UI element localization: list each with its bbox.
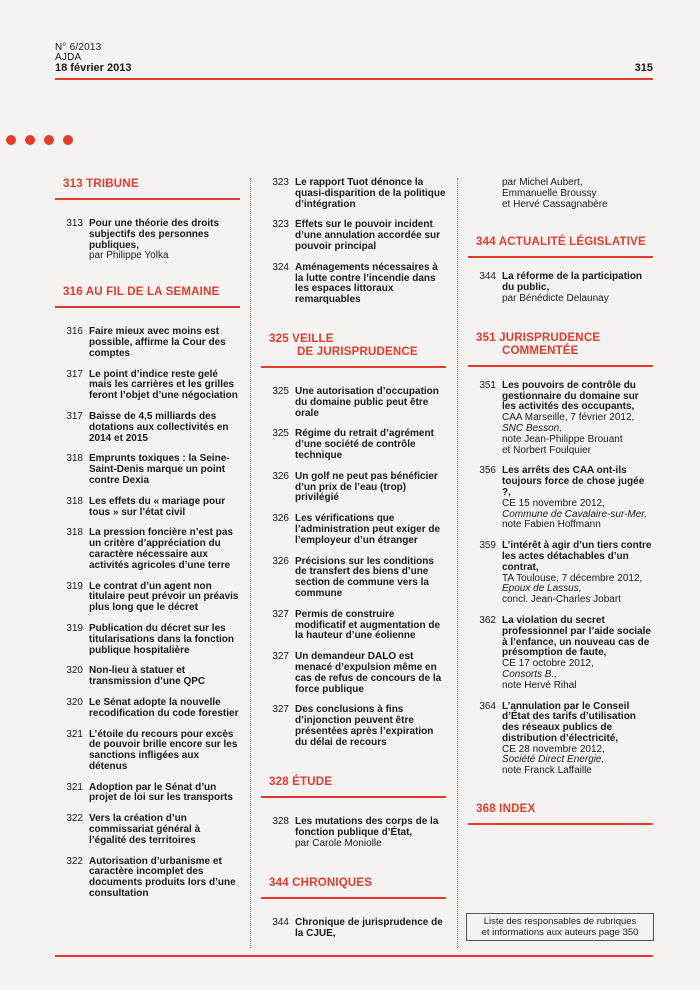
toc-entry[interactable] <box>261 472 446 504</box>
toc-entry[interactable] <box>468 466 653 531</box>
entry-title: Emprunts toxiques : la Seine-Saint-Denis marque un point contre Dexia <box>89 453 230 486</box>
entry-page: 323 <box>272 219 289 231</box>
entry-title: Les mutations des corps de la fonction publique d’État, <box>295 816 439 839</box>
toc-entry[interactable] <box>261 652 446 695</box>
entry-title: Vers la création d’un commissariat général à l’égalité des territoires <box>89 813 201 846</box>
entry-title: Un golf ne peut pas bénéficier d’un prix de l’eau (trop) privilégié <box>295 470 438 504</box>
entry-page: 324 <box>272 261 289 273</box>
entry-title: Aménagements nécessaires à la lutte contre l’incendie dans les espaces littoraux remarquables <box>295 261 438 306</box>
entry-page: 319 <box>66 580 83 592</box>
toc-entry[interactable] <box>261 610 446 642</box>
entry-page: 320 <box>66 665 83 677</box>
toc-entry[interactable] <box>468 381 653 457</box>
dot-icon <box>25 135 35 145</box>
entry-page: 327 <box>272 651 289 663</box>
toc-entry[interactable] <box>261 557 446 600</box>
entry-author: par Michel Aubert, <box>502 177 583 188</box>
column-3 <box>468 178 653 825</box>
entry-case: Société Direct Energie, <box>502 754 605 766</box>
toc-entry[interactable] <box>468 616 653 692</box>
toc-entry[interactable] <box>55 582 240 614</box>
entry-page: 362 <box>479 614 496 626</box>
toc-entry[interactable] <box>261 220 446 252</box>
entry-page: 344 <box>272 916 289 928</box>
info-box-line: et informations aux auteurs page 350 <box>481 927 639 938</box>
entry-title: Faire mieux avec moins est possible, affirme la Cour des comptes <box>89 326 226 359</box>
toc-entry[interactable] <box>55 327 240 359</box>
section-title-veille <box>261 333 446 359</box>
entry-page: 325 <box>272 428 289 440</box>
page-number: 315 <box>634 62 653 74</box>
toc-entry[interactable] <box>55 412 240 444</box>
entry-page: 321 <box>66 728 83 740</box>
entry-page: 319 <box>66 622 83 634</box>
entry-page: 317 <box>66 368 83 380</box>
entry-author: par Bénédicte Delaunay <box>502 292 609 304</box>
entry-page: 322 <box>66 855 83 867</box>
entry-author: par Philippe Yolka <box>89 250 169 262</box>
toc-entry[interactable] <box>261 263 446 306</box>
entry-note: et Norbert Foulquier <box>502 444 591 456</box>
entry-title: Les effets du « mariage pour tous » sur l’état civil <box>89 495 226 518</box>
toc-entry[interactable] <box>261 705 446 748</box>
section-title-line: COMMENTÉE <box>502 344 579 357</box>
entry-page: 328 <box>272 816 289 828</box>
toc-entry[interactable] <box>261 387 446 419</box>
entry-page: 316 <box>66 326 83 338</box>
entry-title: Les pouvoirs de contrôle du gestionnaire du domaine sur les activités des occupants, <box>502 379 639 413</box>
column-separator <box>250 178 251 948</box>
footer-rule <box>55 955 653 957</box>
entry-author: Emmanuelle Broussy <box>502 187 597 199</box>
entry-case: SNC Besson, <box>502 422 563 434</box>
entry-title: Non-lieu à statuer et transmission d’une QPC <box>89 665 206 688</box>
toc-entry[interactable] <box>261 817 446 849</box>
entry-title: Précisions sur les conditions de transfert des biens d’une section de commune vers la commune <box>295 555 434 599</box>
entry-note: note Franck Laffaille <box>502 765 592 777</box>
entry-author: par Carole Moniolle <box>295 838 382 850</box>
entry-title: Adoption par le Sénat d’un projet de loi sur les transports <box>89 781 233 804</box>
entry-page: 320 <box>66 696 83 708</box>
entry-title: Baisse de 4,5 milliards des dotations aux collectivités en 2014 et 2015 <box>89 410 229 444</box>
toc-entry[interactable] <box>55 666 240 688</box>
entry-page: 318 <box>66 453 83 465</box>
section-title-commentee <box>468 332 653 358</box>
entry-page: 356 <box>479 465 496 477</box>
entry-page: 322 <box>66 813 83 825</box>
entry-page: 326 <box>272 513 289 525</box>
section-rule <box>468 823 653 825</box>
column-2 <box>261 178 446 939</box>
header-rule <box>55 78 653 80</box>
toc-entry-continued <box>468 178 653 210</box>
toc-entry[interactable] <box>261 178 446 210</box>
dot-icon <box>44 135 54 145</box>
entry-title: Pour une théorie des droits subjectifs des personnes publiques, <box>89 218 220 251</box>
entry-page: 325 <box>272 385 289 397</box>
toc-entry[interactable] <box>261 514 446 546</box>
toc-entry[interactable] <box>468 702 653 778</box>
entry-page: 313 <box>66 218 83 229</box>
column-1 <box>55 178 240 900</box>
entry-page: 327 <box>272 608 289 620</box>
section-title-line: 325 VEILLE <box>269 332 334 345</box>
entry-page: 321 <box>66 781 83 793</box>
entry-title: Chronique de jurisprudence de la CJUE, <box>295 916 443 939</box>
dot-icon <box>6 135 16 145</box>
entry-court: CAA Marseille, 7 février 2012, <box>502 412 635 424</box>
entry-title: L’étoile du recours pour excès de pouvoir brille encore sur les sanctions infligées aux détenus <box>89 728 238 772</box>
entry-note: note Fabien Hoffmann <box>502 519 601 531</box>
toc-entry[interactable] <box>55 698 240 720</box>
toc-entry[interactable] <box>55 783 240 805</box>
entry-page: 351 <box>479 379 496 391</box>
entry-page: 318 <box>66 495 83 507</box>
entry-case: Consorts B., <box>502 668 558 680</box>
entry-page: 317 <box>66 410 83 422</box>
entry-title: Permis de construire modificatif et augmentation de la hauteur d’une éolienne <box>295 608 441 642</box>
toc-entry[interactable] <box>55 497 240 519</box>
entry-court: CE 28 novembre 2012, <box>502 743 605 755</box>
column-separator <box>457 178 458 948</box>
entry-note: note Hervé Rihal <box>502 679 577 691</box>
entry-page: 344 <box>479 271 496 283</box>
entry-title: La violation du secret professionnel par l’aide sociale à l’enfance, un nouveau cas de présomption de faute, <box>502 614 651 659</box>
toc-entry[interactable] <box>55 219 240 262</box>
entry-title: Effets sur le pouvoir incident d’une annulation accordée sur pouvoir principal <box>295 219 441 252</box>
entry-page: 323 <box>272 177 289 188</box>
entry-title: La pression foncière n’est pas un critère d’appréciation du caractère nécessaire aux activités agricoles d’une terre <box>89 527 233 571</box>
info-box <box>466 913 654 941</box>
entry-court: TA Toulouse, 7 décembre 2012, <box>502 572 643 584</box>
section-title-etude: 328 ÉTUDE <box>269 776 333 789</box>
toc-entry[interactable] <box>55 370 240 402</box>
issue-number: N° 6/2013 <box>55 42 102 53</box>
entry-court: CE 17 octobre 2012, <box>502 658 594 670</box>
entry-case: Epoux de Lassus, <box>502 583 582 595</box>
issue-date: 18 février 2013 <box>55 62 132 74</box>
journal-name: AJDA <box>55 52 82 63</box>
section-title-line: 351 JURISPRUDENCE <box>476 331 601 344</box>
entry-title: Un demandeur DALO est menacé d’expulsion même en cas de refus de concours de la force publique <box>295 651 442 695</box>
entry-title: Le point d’indice reste gelé mais les carrières et les grilles feront l’objet d’une négociation <box>89 368 238 402</box>
entry-title: Régime du retrait d’agrément d’une société de contrôle technique <box>295 428 434 461</box>
toc-entry[interactable] <box>55 730 240 773</box>
section-title-legislative: 344 ACTUALITÉ LÉGISLATIVE <box>476 236 646 249</box>
toc-entry[interactable] <box>55 454 240 486</box>
toc-entry[interactable] <box>468 541 653 606</box>
entry-title: Le contrat d’un agent non titulaire peut prévoir un préavis plus long que le décret <box>89 580 239 614</box>
info-box-line: Liste des responsables de rubriques <box>483 916 637 927</box>
toc-entry[interactable] <box>55 528 240 571</box>
entry-title: Publication du décret sur les titularisations dans la fonction publique hospitalière <box>89 622 235 656</box>
section-title-tribune: 313 TRIBUNE <box>63 178 139 190</box>
section-title-line: DE JURISPRUDENCE <box>297 345 418 358</box>
entry-title: L’intérêt à agir d’un tiers contre les actes détachables d’un contrat, <box>502 540 652 573</box>
entry-page: 327 <box>272 704 289 716</box>
section-title-fil: 316 AU FIL DE LA SEMAINE <box>63 286 220 299</box>
entry-title: Les arrêts des CAA ont-ils toujours force de chose jugée ?, <box>502 465 645 498</box>
toc-entry[interactable] <box>55 624 240 656</box>
toc-entry[interactable] <box>261 918 446 940</box>
entry-page: 359 <box>479 540 496 552</box>
entry-title: L’annulation par le Conseil d’État des tarifs d’utilisation des réseaux publics de distribution d’électricité, <box>502 700 636 744</box>
toc-entry[interactable] <box>261 429 446 461</box>
entry-note: note Jean-Philippe Brouant <box>502 433 623 445</box>
entry-title: Les vérifications que l’administration peut exiger de l’employeur d’un étranger <box>295 513 441 546</box>
toc-entry[interactable] <box>55 814 240 846</box>
decorative-dots <box>6 135 73 145</box>
entry-page: 326 <box>272 555 289 567</box>
entry-title: Une autorisation d’occupation du domaine public peut être orale <box>295 385 439 419</box>
dot-icon <box>63 135 73 145</box>
entry-title: Le rapport Tuot dénonce la quasi-disparition de la politique d’intégration <box>295 177 446 210</box>
entry-page: 318 <box>66 527 83 539</box>
entry-title: La réforme de la participation du public, <box>502 271 643 294</box>
toc-entry[interactable] <box>468 272 653 304</box>
toc-entry[interactable] <box>55 857 240 900</box>
entry-author: et Hervé Cassagnabère <box>502 198 608 210</box>
entry-case: Commune de Cavalaire-sur-Mer, <box>502 508 647 520</box>
entry-title: Le Sénat adopte la nouvelle recodification du code forestier <box>89 696 239 719</box>
entry-page: 326 <box>272 470 289 482</box>
entry-note: concl. Jean-Charles Jobart <box>502 594 621 606</box>
section-title-chroniques: 344 CHRONIQUES <box>269 876 373 889</box>
entry-title: Des conclusions à fins d’injonction peuvent être présentées après l’expiration du délai de recours <box>295 704 434 748</box>
section-title-index: 368 INDEX <box>476 803 536 816</box>
entry-page: 364 <box>479 700 496 712</box>
entry-title: Autorisation d’urbanisme et caractère incomplet des documents produits lors d’une consultation <box>89 855 236 900</box>
entry-court: CE 15 novembre 2012, <box>502 497 605 509</box>
